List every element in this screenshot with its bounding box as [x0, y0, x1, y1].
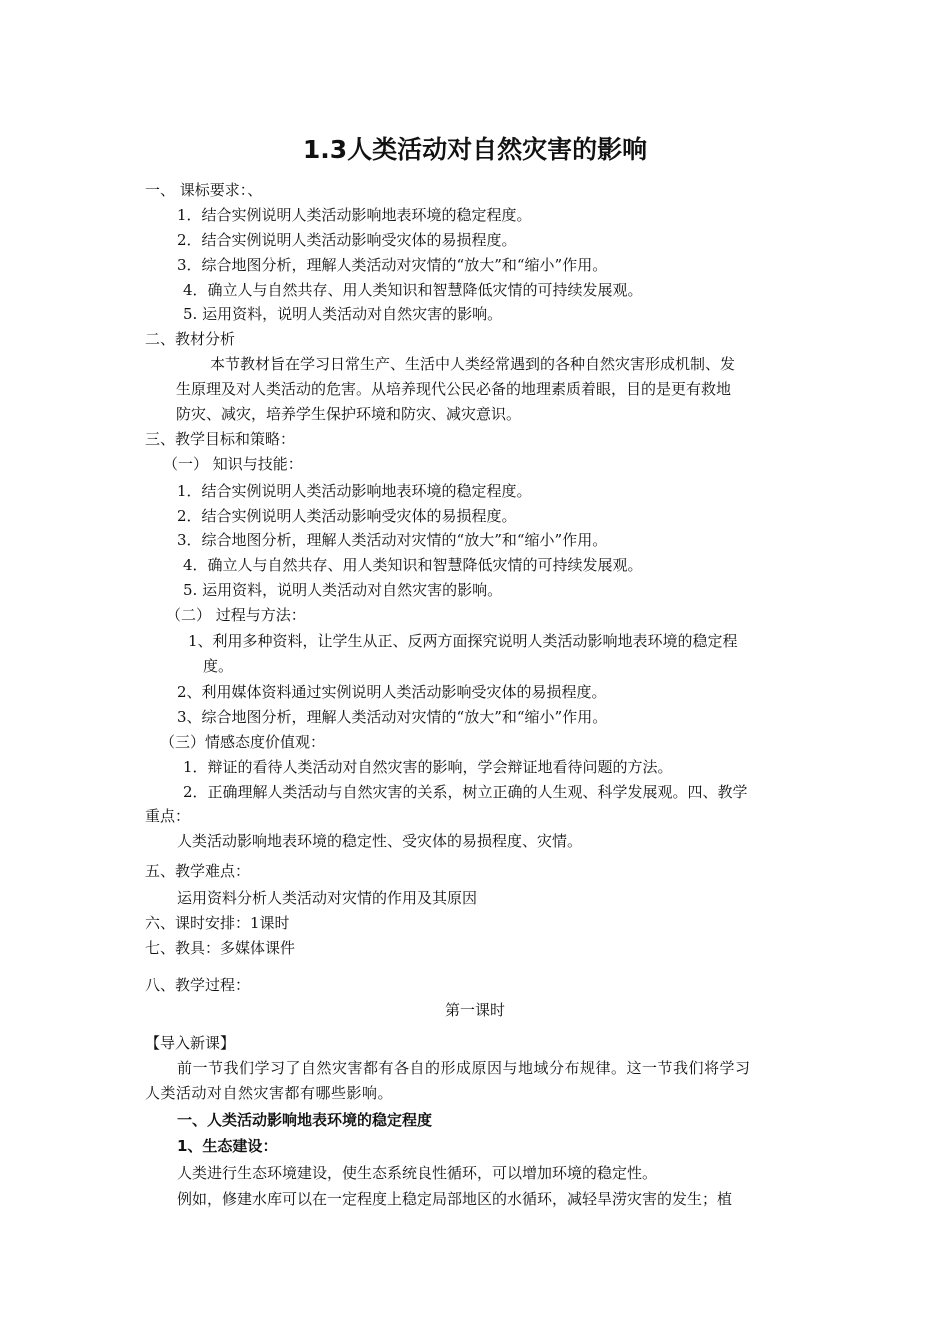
- section-5-heading: 五、教学难点：: [145, 862, 251, 880]
- section-6-heading: 六、课时安排：1课时: [145, 914, 290, 932]
- s3-sub2-item-2: 2、利用媒体资料通过实例说明人类活动影响受灾体的易损程度。: [177, 683, 607, 701]
- section-7-heading: 七、教具：多媒体课件: [145, 939, 296, 957]
- s3-sub3-heading: （三）情感态度价值观：: [160, 733, 326, 751]
- s3-sub2-heading: （二） 过程与方法：: [166, 606, 306, 624]
- s3-sub1-item-2: 2．结合实例说明人类活动影响受灾体的易损程度。: [177, 507, 517, 525]
- section-2-heading: 二、教材分析: [145, 330, 236, 348]
- part-1-line-2: 例如，修建水库可以在一定程度上稳定局部地区的水循环，减轻旱涝灾害的发生；植: [177, 1190, 733, 1208]
- intro-line-1: 前一节我们学习了自然灾害都有各自的形成原因与地域分布规律。这一节我们将学习: [177, 1059, 751, 1077]
- s5-text: 运用资料分析人类活动对灾情的作用及其原因: [177, 889, 478, 907]
- section-1-heading: 一、 课标要求：、: [145, 181, 263, 199]
- s2-line-2: 生原理及对人类活动的危害。从培养现代公民必备的地理素质着眼，目的是更有救地: [176, 380, 732, 398]
- s3-sub2-item-1-line-2: 度。: [203, 657, 234, 675]
- s1-item-3: 3．综合地图分析，理解人类活动对灾情的“放大”和“缩小”作用。: [177, 256, 608, 274]
- s3-sub2-item-1-line-1: 1、利用多种资料，让学生从正、反两方面探究说明人类活动影响地表环境的稳定程: [188, 632, 738, 650]
- lesson-label: 第一课时: [444, 1001, 505, 1019]
- s3-sub2-item-3: 3、综合地图分析，理解人类活动对灾情的“放大”和“缩小”作用。: [177, 708, 608, 726]
- s1-item-2: 2．结合实例说明人类活动影响受灾体的易损程度。: [177, 231, 517, 249]
- s3-sub3-item-2-line-2: 重点：: [145, 807, 191, 825]
- s4-text: 人类活动影响地表环境的稳定性、受灾体的易损程度、灾情。: [177, 832, 583, 850]
- s2-line-3: 防灾、减灾，培养学生保护环境和防灾、减灾意识。: [176, 405, 522, 423]
- section-8-heading: 八、教学过程：: [145, 976, 251, 994]
- part-1-heading: 一、人类活动影响地表环境的稳定程度: [177, 1111, 433, 1129]
- s3-sub1-item-5: 5. 运用资料，说明人类活动对自然灾害的影响。: [183, 581, 503, 599]
- part-1-line-1: 人类进行生态环境建设，使生态系统良性循环，可以增加环境的稳定性。: [177, 1164, 658, 1182]
- section-3-heading: 三、教学目标和策略：: [145, 430, 296, 448]
- s1-item-1: 1．结合实例说明人类活动影响地表环境的稳定程度。: [177, 206, 532, 224]
- s3-sub3-item-1: 1．辩证的看待人类活动对自然灾害的影响，学会辩证地看待问题的方法。: [183, 758, 673, 776]
- document-title: 1.3人类活动对自然灾害的影响: [302, 135, 648, 164]
- s3-sub1-item-1: 1．结合实例说明人类活动影响地表环境的稳定程度。: [177, 482, 532, 500]
- s2-line-1: 本节教材旨在学习日常生产、生活中人类经常遇到的各种自然灾害形成机制、发: [210, 355, 736, 373]
- part-1-subheading: 1、生态建设：: [177, 1137, 278, 1155]
- s3-sub1-heading: （一） 知识与技能：: [163, 455, 303, 473]
- s3-sub1-item-4: 4．确立人与自然共存、用人类知识和智慧降低灾情的可持续发展观。: [183, 556, 643, 574]
- s1-item-5: 5. 运用资料，说明人类活动对自然灾害的影响。: [183, 305, 503, 323]
- s1-item-4: 4．确立人与自然共存、用人类知识和智慧降低灾情的可持续发展观。: [183, 281, 643, 299]
- intro-line-2: 人类活动对自然灾害都有哪些影响。: [145, 1084, 394, 1102]
- s3-sub1-item-3: 3．综合地图分析，理解人类活动对灾情的“放大”和“缩小”作用。: [177, 531, 608, 549]
- s3-sub3-item-2-line-1: 2．正确理解人类活动与自然灾害的关系，树立正确的人生观、科学发展观。四、教学: [183, 783, 748, 801]
- intro-heading: 【导入新课】: [145, 1034, 236, 1052]
